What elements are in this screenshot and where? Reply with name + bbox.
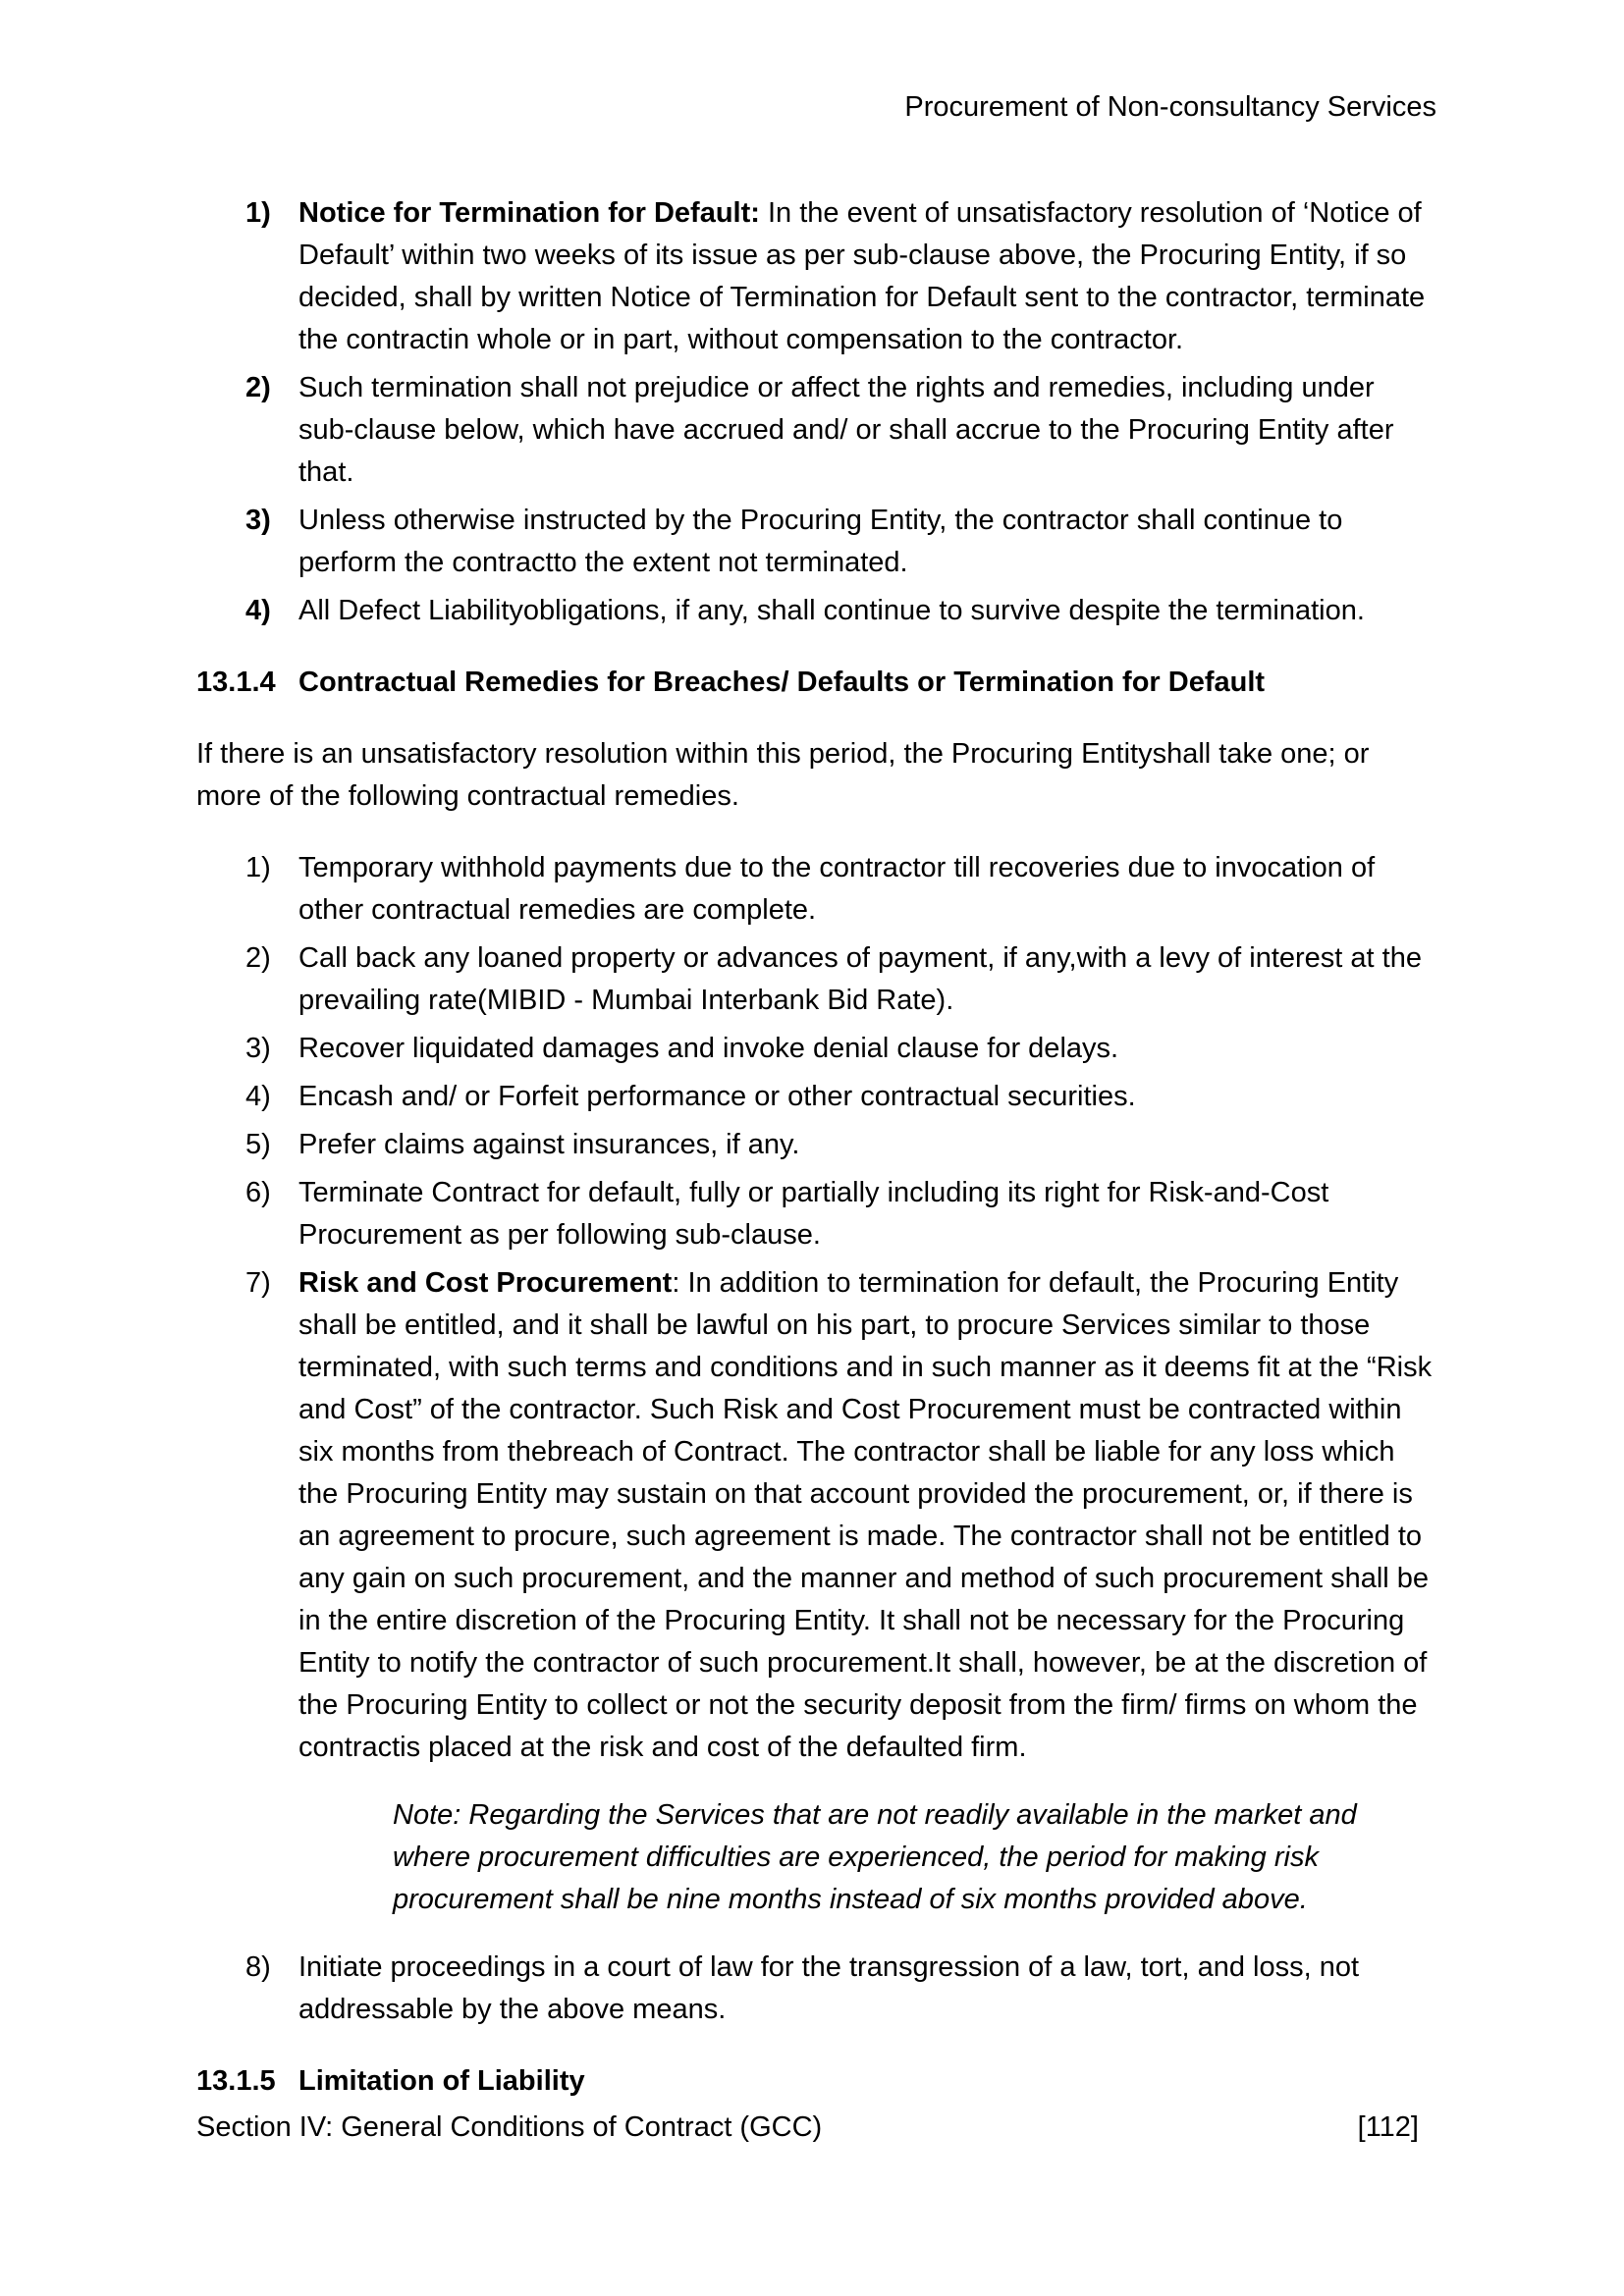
page-header — [196, 86, 1436, 129]
list-item — [196, 1262, 1436, 1769]
list-item — [196, 1124, 1436, 1166]
list-item-body: : In addition to termination for default, the Procuring Entity shall be entitled, and it shall be lawful on his part, to procure Services similar to those terminated, with such terms and conditions and in such manner as it deems fit at the “Risk and Cost” of the contractor. Such Risk and Cost Procurement must be contracted within six months from thebreach of Contract. The contractor shall be liable for any loss which the Procuring Entity may sustain on that account provided the procurement, or, if there is an agreement to procure, such agreement is made. The contractor shall not be entitled to any gain on such procurement, and the manner and method of such procurement shall be in the entire discretion of the Procuring Entity. It shall not be necessary for the Procuring Entity to notify the contractor of such procurement.It shall, however, be at the discretion of the Procuring Entity to collect or not the security deposit from the firm/ firms on whom the contractis placed at the risk and cost of the defaulted firm. — [298, 1267, 1433, 1763]
list-item-number: 8) — [245, 1951, 271, 1983]
list-item-text: Unless otherwise instructed by the Procuring Entity, the contractor shall continue to perform the contractto the extent not terminated. — [298, 505, 1343, 578]
list-item-text — [298, 1262, 1436, 1769]
section-heading-13-1-4 — [196, 662, 1436, 704]
list-item-text: Such termination shall not prejudice or affect the rights and remedies, including under sub-clause below, which have accrued and/ or shall accrue to the Procuring Entity after that. — [298, 372, 1394, 488]
list-item-text: Encash and/ or Forfeit performance or other contractual securities. — [298, 1081, 1136, 1112]
intro-paragraph: If there is an unsatisfactory resolution within this period, the Procuring Entityshall take one; or more of the following contractual remedies. — [196, 738, 1370, 812]
list-item — [196, 1947, 1436, 2031]
list-item — [196, 1076, 1436, 1118]
list-item-text: Terminate Contract for default, fully or partially including its right for Risk-and-Cost Procurement as per following sub-clause. — [298, 1177, 1329, 1251]
list-item — [196, 590, 1436, 632]
remedies-list — [196, 847, 1436, 2031]
list-item — [196, 367, 1436, 494]
section-number: 13.1.5 — [196, 2065, 276, 2097]
list-item-text: Temporary withhold payments due to the contractor till recoveries due to invocation of other contractual remedies are complete. — [298, 852, 1376, 926]
list-item-number: 4) — [245, 1081, 271, 1112]
list-item — [196, 937, 1436, 1022]
list-item-number: 4) — [245, 595, 271, 626]
list-item-number: 6) — [245, 1177, 271, 1208]
list-item-text: Prefer claims against insurances, if any. — [298, 1129, 800, 1160]
header-title: Procurement of Non-consultancy Services — [904, 91, 1436, 123]
list-item-text: Recover liquidated damages and invoke denial clause for delays. — [298, 1033, 1119, 1064]
list-item — [196, 847, 1436, 932]
list-item-text: Initiate proceedings in a court of law for the transgression of a law, tort, and loss, not addressable by the above means. — [298, 1951, 1360, 2025]
section-title: Limitation of Liability — [298, 2065, 585, 2097]
footer-section-label: Section IV: General Conditions of Contract (GCC) — [196, 2111, 823, 2143]
footer-page-number: [112] — [1357, 2111, 1419, 2143]
page-footer — [196, 2107, 1419, 2149]
list-item — [196, 192, 1436, 361]
list-item-number: 5) — [245, 1129, 271, 1160]
list-item-text: Call back any loaned property or advances of payment, if any,with a levy of interest at the prevailing rate(MIBID - Mumbai Interbank Bid Rate). — [298, 942, 1422, 1016]
note-paragraph: Note: Regarding the Services that are not readily available in the market and where procurement difficulties are experienced, the period for making risk procurement shall be nine months instead of six months provided above. — [393, 1799, 1357, 1915]
termination-list — [196, 192, 1436, 632]
list-item-number: 1) — [245, 197, 271, 229]
list-item-number: 2) — [245, 942, 271, 974]
page-content — [196, 192, 1436, 2132]
list-item-number: 3) — [245, 505, 271, 536]
list-item-number: 1) — [245, 852, 271, 883]
list-item — [196, 500, 1436, 584]
list-item — [196, 1172, 1436, 1256]
list-item-lead: Risk and Cost Procurement — [298, 1267, 673, 1299]
list-item — [196, 1028, 1436, 1070]
section-title: Contractual Remedies for Breaches/ Defaults or Termination for Default — [298, 667, 1266, 698]
list-item-text — [298, 192, 1436, 361]
list-item-text: All Defect Liabilityobligations, if any, shall continue to survive despite the termination. — [298, 595, 1365, 626]
list-item-body: In the event of unsatisfactory resolution of ‘Notice of Default’ within two weeks of its issue as per sub-clause above, the Procuring Entity, if so decided, shall by written Notice of Termination for Default sent to the contractor, terminate the contractin whole or in part, without compensation to the contractor. — [298, 197, 1426, 355]
list-item-number: 7) — [245, 1267, 271, 1299]
list-item-number: 2) — [245, 372, 271, 403]
list-item-lead: Notice for Termination for Default: — [298, 197, 760, 229]
list-item-number: 3) — [245, 1033, 271, 1064]
section-number: 13.1.4 — [196, 667, 276, 698]
section-heading-13-1-5 — [196, 2060, 1436, 2103]
